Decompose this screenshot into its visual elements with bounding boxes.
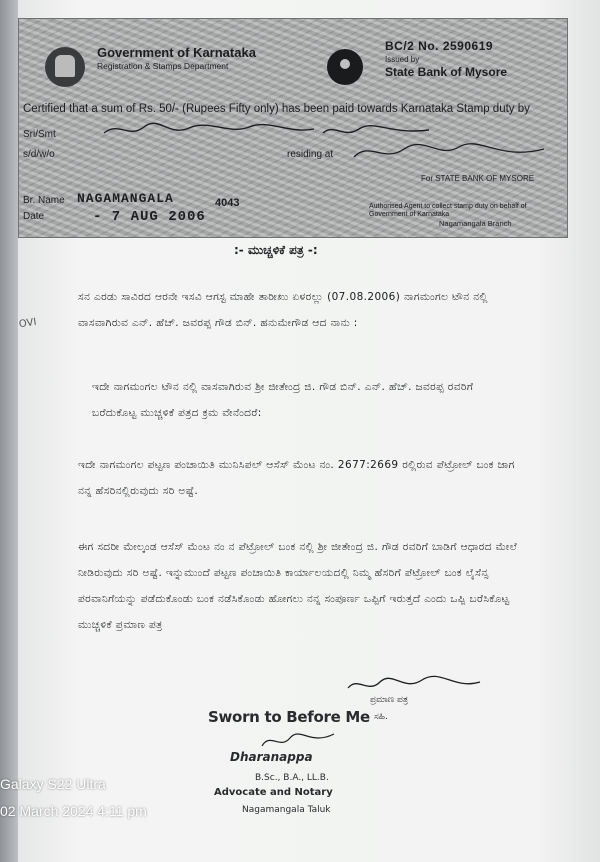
stamp-paper-header: [18, 18, 568, 238]
issued-by-label: Issued by: [385, 55, 420, 64]
authorised-agent-text: Authorised Agent to collect stamp duty on behalf of Government of Karnataka: [369, 203, 527, 218]
stamp-serial: BC/2 No. 2590619: [385, 39, 494, 53]
residing-label: residing at: [287, 149, 334, 160]
sbm-logo-icon: [327, 49, 363, 85]
branch-place: Nagamangala Branch: [439, 219, 512, 228]
sworn-stamp: Sworn to Before Me: [208, 708, 370, 726]
branch-code: 4043: [215, 197, 240, 209]
for-bank-label: For STATE BANK OF MYSORE: [421, 174, 535, 183]
karnataka-emblem-icon: [45, 47, 85, 87]
date-label: Date: [23, 211, 45, 222]
certificate-text: Certified that a sum of Rs. 50/- (Rupees Fifty only) has been paid towards Karnataka Stamp duty by: [23, 103, 530, 115]
signatory-label: ಪ್ರಮಾಣ ಪತ್ರ: [370, 695, 409, 705]
address-handwriting: [349, 137, 549, 167]
government-title: Government of Karnataka: [97, 45, 256, 60]
branch-label: Br. Name: [23, 195, 65, 206]
relation-label: s/d/w/o: [23, 149, 55, 160]
affidavit-para-2: ಇದೇ ನಾಗಮಂಗಲ ಟೌನ ನಲ್ಲಿ ವಾಸವಾಗಿರುವ ಶ್ರೀ ಜೀತೇಂದ್ರ ಜಿ. ಗೌಡ ಬಿನ್. ಎನ್. ಹೆಚ್. ಜವರಪ್ಪ ರವರಿಗೆ ಬರೆದುಕೊಟ್ಟ ಮುಚ್ಚಳಿಕೆ ಪತ್ರದ ಕ್ರಮ ವೇನೆಂದರೆ:: [92, 381, 474, 419]
notary-place: Nagamangala Taluk: [242, 805, 331, 815]
payer-signature: [99, 119, 319, 141]
notary-name: Dharanappa: [230, 750, 313, 764]
signatory-sub: ಸಹಿ.: [374, 712, 388, 722]
bank-name: State Bank of Mysore: [385, 65, 508, 79]
notary-qualification: B.Sc., B.A., LL.B.: [255, 773, 329, 783]
notary-title: Advocate and Notary: [214, 787, 333, 798]
affidavit-heading: :- ಮುಚ್ಚಳಿಕೆ ಪತ್ರ -:: [234, 243, 318, 257]
department-name: Registration & Stamps Department: [97, 61, 229, 71]
affidavit-para-1: ಸನ ಎರಡು ಸಾವಿರದ ಆರನೇ ಇಸವಿ ಆಗಸ್ಟ ಮಾಹೇ ತಾರೀಖು ಏಳರಲ್ಲು (07.08.2006) ನಾಗಮಂಗಲ ಟೌನ ನಲ್ಲಿ ವಾಸವಾಗಿರುವ ಎನ್. ಹೆಚ್. ಜವರಪ್ಪ ಗೌಡ ಬಿನ್. ಹನುಮೇಗೌಡ ಆದ ನಾನು :: [78, 291, 488, 329]
deponent-signature: [344, 672, 484, 698]
margin-mark: OVI: [18, 316, 38, 331]
stamp-date: - 7 AUG 2006: [93, 209, 206, 225]
name-label: Sri/Smt: [23, 129, 56, 140]
affidavit-para-3: ಇದೇ ನಾಗಮಂಗಲ ಪಟ್ಟಣ ಪಂಚಾಯಿತಿ ಮುನಿಸಿಪಲ್ ಆಸೆಸ್ ಮೆಂಟ ನಂ. 2677:2669 ರಲ್ಲಿರುವ ಪೆಟ್ರೋಲ್ ಬಂಕ ಜಾಗ ನನ್ನ ಹೆಸರಿನಲ್ಲಿರುವುದು ಸರಿ ಅಷ್ಟೆ.: [78, 459, 515, 497]
branch-name: NAGAMANGALA: [77, 191, 174, 206]
affidavit-para-4: ಈಗ ಸದರೀ ಮೇಲ್ಕಂಡ ಆಸೆಸ್ ಮೆಂಟ ನಂ ನ ಪೆಟ್ರೋಲ್ ಬಂಕ ನಲ್ಲಿ ಶ್ರೀ ಜೀತೇಂದ್ರ ಜಿ. ಗೌಡ ರವರಿಗೆ ಬಾಡಿಗೆ ಆಧಾರದ ಮೇಲೆ ನೀಡಿರುವುದು ಸರಿ ಅಷ್ಟೆ. ಇನ್ನುಮುಂದೆ ಪಟ್ಟಣ ಪಂಚಾಯಿತಿ ಕಾರ್ಯಾಲಯದಲ್ಲಿ ನಿಮ್ಮ ಹೆಸರಿಗೆ ಪೆಟ್ರೋಲ್ ಬಂಕ ಲೈಸೆನ್ಸ ಪರವಾನಿಗೆಯನ್ನು ಪಡೆದುಕೊಂಡು ಬಂಕ ನಡೆಸಿಕೊಂಡು ಹೋಗಲು ನನ್ನ ಸಂಪೂರ್ಣ ಒಪ್ಪಿಗೆ ಇರುತ್ತದೆ ಎಂದು ಒಪ್ಪಿ ಬರೆಸಿಕೊಟ್ಟ ಮುಚ್ಚಳಿಕೆ ಪ್ರಮಾಣ ಪತ್ರ: [78, 541, 518, 631]
camera-device-watermark: Galaxy S22 Ultra: [0, 776, 106, 792]
camera-timestamp-watermark: 02 March 2024 4:11 pm: [0, 803, 147, 819]
